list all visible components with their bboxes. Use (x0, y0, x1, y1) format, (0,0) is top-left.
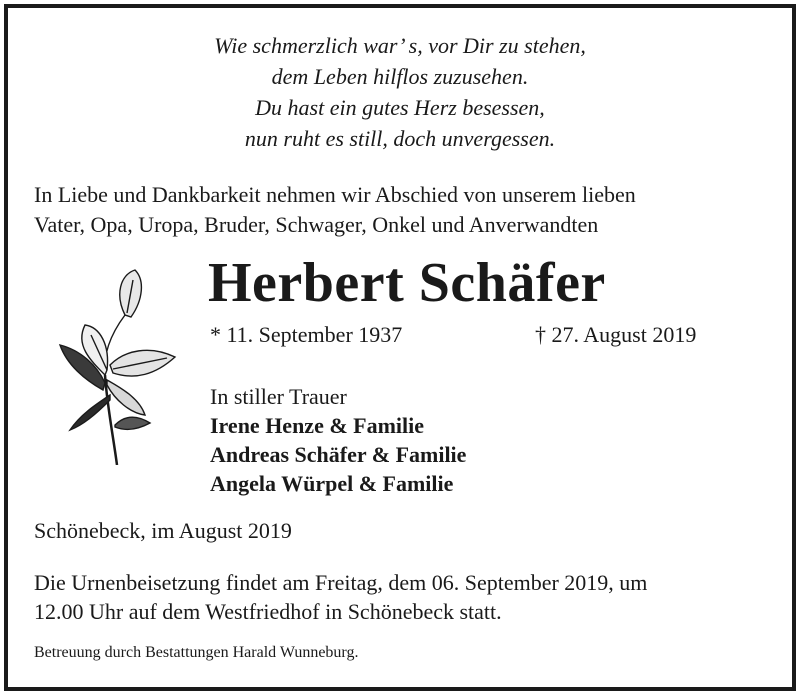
family-name: Andreas Schäfer & Familie (210, 442, 467, 467)
undertaker-note: Betreuung durch Bestattungen Harald Wunneburg. (34, 644, 359, 661)
place-date: Schönebeck, im August 2019 (34, 518, 292, 543)
poem-line: Du hast ein gutes Herz besessen, (255, 95, 545, 120)
poem-line: dem Leben hilflos zuzusehen. (271, 64, 529, 89)
calla-lily-illustration (55, 265, 185, 465)
family-name: Irene Henze & Familie (210, 413, 425, 438)
intro-line: In Liebe und Dankbarkeit nehmen wir Abschied von unserem lieben (34, 182, 636, 207)
deceased-name: Herbert Schäfer (208, 252, 606, 314)
intro-text (34, 180, 636, 240)
mourning-intro: In stiller Trauer (210, 384, 347, 409)
burial-line: Die Urnenbeisetzung findet am Freitag, dem 06. September 2019, um (34, 570, 648, 595)
burial-notice (34, 568, 647, 626)
poem-line: Wie schmerzlich war’ s, vor Dir zu stehen, (214, 33, 586, 58)
poem-line: nun ruht es still, doch unvergessen. (244, 126, 556, 151)
poem (0, 30, 800, 154)
birth-date: * 11. September 1937 (210, 322, 403, 347)
family-name: Angela Würpel & Familie (210, 471, 454, 496)
burial-line: 12.00 Uhr auf dem Westfriedhof in Schönebeck statt. (34, 599, 502, 624)
death-date: † 27. August 2019 (535, 322, 697, 347)
mourners (210, 382, 466, 498)
intro-line: Vater, Opa, Uropa, Bruder, Schwager, Onkel und Anverwandten (34, 212, 599, 237)
